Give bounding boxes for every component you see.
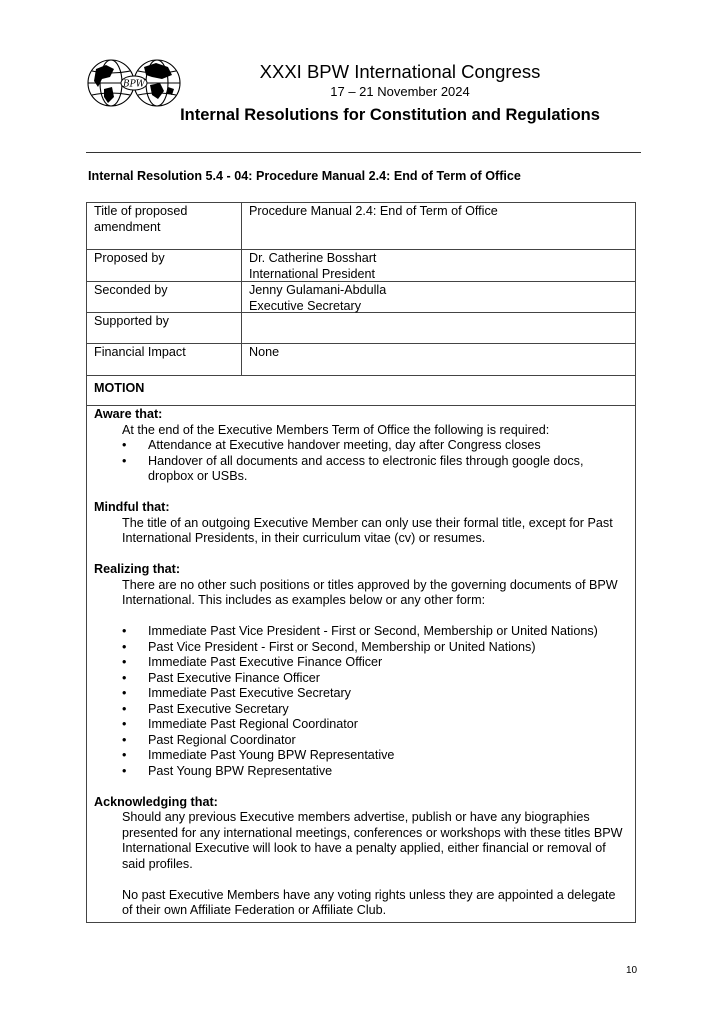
list-item-text: Immediate Past Young BPW Representative xyxy=(148,748,395,762)
list-item xyxy=(94,717,628,733)
list-item-text: Handover of all documents and access to electronic files through google docs, dropbox or USBs. xyxy=(148,453,584,483)
list-item xyxy=(94,733,628,749)
realizing-text: There are no other such positions or titles approved by the governing documents of BPW International. This includes as examples below or any other form: xyxy=(122,577,618,607)
list-item xyxy=(94,454,628,485)
proposed-label: Proposed by xyxy=(87,250,242,281)
realizing-list xyxy=(94,624,628,779)
list-item xyxy=(94,671,628,687)
mindful-heading: Mindful that: xyxy=(94,500,170,514)
bullet-icon: • xyxy=(122,701,127,716)
logo-lettering: BPW xyxy=(123,79,145,90)
page-number: 10 xyxy=(626,965,638,976)
supported-value xyxy=(242,313,635,343)
bullet-icon: • xyxy=(122,655,127,669)
list-item-text: Past Vice President - First or Second, Membership or United Nations) xyxy=(148,639,536,654)
list-item-text: Past Young BPW Representative xyxy=(148,763,333,778)
list-item xyxy=(94,640,628,656)
aware-heading: Aware that: xyxy=(94,407,163,421)
bpw-globe-logo xyxy=(86,57,182,109)
list-item-text: Attendance at Executive handover meeting, day after Congress closes xyxy=(148,438,541,452)
aware-list xyxy=(94,438,628,485)
bullet-icon: • xyxy=(122,438,127,452)
list-item xyxy=(94,764,628,780)
bullet-icon: • xyxy=(122,732,127,747)
realizing-heading: Realizing that: xyxy=(94,562,181,576)
proposed-name: Dr. Catherine Bosshart xyxy=(249,251,377,265)
acknowledging-text: Should any previous Executive members advertise, publish or have any biographies presented for any international meetings, conferences or workshops with these titles BPW International Executive will look to have a penalty applied, either financial or removal of said profiles. xyxy=(122,810,623,871)
list-item xyxy=(94,748,628,764)
bullet-icon: • xyxy=(122,639,127,654)
table-row-title xyxy=(87,203,635,250)
list-item xyxy=(94,438,628,454)
acknowledging-heading: Acknowledging that: xyxy=(94,794,218,809)
mindful-text: The title of an outgoing Executive Member can only use their formal title, except for Past International Presidents, in their curriculum vitae (cv) or resumes. xyxy=(122,515,613,545)
seconded-role: Executive Secretary xyxy=(249,298,361,313)
document-subtitle: Internal Resolutions for Constitution and Regulations xyxy=(180,106,600,124)
aware-text: At the end of the Executive Members Term of Office the following is required: xyxy=(122,422,550,437)
bullet-icon: • xyxy=(122,686,127,700)
bullet-icon: • xyxy=(122,763,127,778)
list-item xyxy=(94,624,628,640)
table-row-financial xyxy=(87,344,635,376)
motion-body xyxy=(87,406,635,922)
list-item-text: Past Executive Secretary xyxy=(148,701,289,716)
seconded-value xyxy=(242,282,635,312)
bullet-icon: • xyxy=(122,717,127,731)
bullet-icon: • xyxy=(122,670,127,685)
list-item xyxy=(94,686,628,702)
table-row-seconded xyxy=(87,282,635,313)
bullet-icon: • xyxy=(122,748,127,762)
list-item-text: Past Regional Coordinator xyxy=(148,732,296,747)
list-item-text: Immediate Past Regional Coordinator xyxy=(148,717,359,731)
list-item-text: Past Executive Finance Officer xyxy=(148,670,320,685)
list-item xyxy=(94,655,628,671)
congress-title: XXXI BPW International Congress xyxy=(259,61,541,82)
resolution-title: Internal Resolution 5.4 - 04: Procedure Manual 2.4: End of Term of Office xyxy=(88,169,521,183)
bullet-icon: • xyxy=(122,453,127,468)
list-item-text: Immediate Past Executive Secretary xyxy=(148,686,351,700)
supported-label: Supported by xyxy=(87,313,242,343)
list-item xyxy=(94,702,628,718)
proposed-role: International President xyxy=(249,266,376,281)
table-row-proposed xyxy=(87,250,635,282)
title-value: Procedure Manual 2.4: End of Term of Office xyxy=(249,204,498,218)
list-item-text: Immediate Past Vice President - First or Second, Membership or United Nations) xyxy=(148,624,598,638)
header-divider xyxy=(86,152,641,153)
proposed-value xyxy=(242,250,635,281)
table-row-supported xyxy=(87,313,635,344)
bullet-icon: • xyxy=(122,624,127,638)
title-label: Title of proposed amendment xyxy=(87,203,242,249)
seconded-label: Seconded by xyxy=(87,282,242,312)
seconded-name: Jenny Gulamani-Abdulla xyxy=(249,283,387,297)
financial-label: Financial Impact xyxy=(87,344,242,375)
financial-value: None xyxy=(249,345,280,359)
list-item-text: Immediate Past Executive Finance Officer xyxy=(148,655,383,669)
motion-heading: MOTION xyxy=(87,376,635,406)
acknowledging-text-2: No past Executive Members have any voting rights unless they are appointed a delegate of their own Affiliate Federation or Affiliate Club. xyxy=(122,887,616,917)
congress-dates: 17 – 21 November 2024 xyxy=(330,84,470,99)
resolution-table xyxy=(86,202,636,923)
